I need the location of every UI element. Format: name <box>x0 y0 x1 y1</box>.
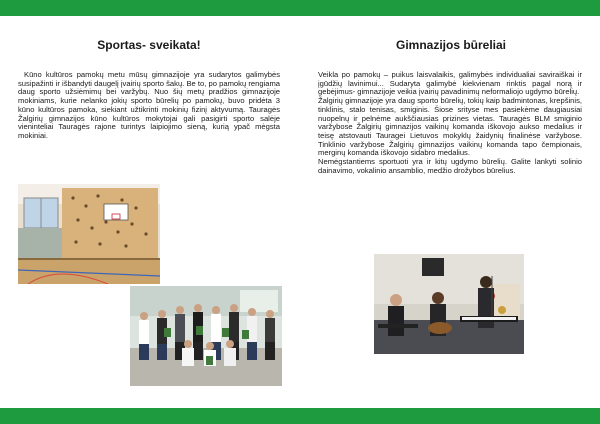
group-photo-illustration <box>130 286 282 386</box>
gym-photo-illustration <box>18 184 160 284</box>
bottom-accent-bar <box>0 408 600 424</box>
right-text-block <box>318 71 582 175</box>
right-paragraph-other: Nemėgstantiems sportuoti yra ir kitų ugdymo būrelių. Galite lankyti solinio dainavimo, vokalinio ansamblio, medžio drožybos būrelius. <box>318 157 582 175</box>
right-paragraph-sports: Žalgirių gimnazijoje yra daug sporto būrelių, tokių kaip badmintonas, krepšinis, tinklinis, stalo tenisas, smiginis. Šiose srityse mes pasiekėme daugiausiai nuopelnų ir pelnėme aukščiausias prizines vietas. Tauragės BLM smiginio varžybose Žalgirių gimnazijos vaikinų komanda iškovojo aukso medalius ir teisę atstovauti Tauragei Lietuvos mokyklų žaidynių finalinėse varžybose. Tinklinio varžybose Žalgirių gimnazijos vaikinų komanda tapo čempionais, merginų komanda iškovojo sidabro medalius. <box>318 96 582 158</box>
music-band-photo <box>374 254 524 354</box>
team-group-photo <box>130 286 282 386</box>
music-photo-illustration <box>374 254 524 354</box>
right-heading: Gimnazijos būreliai <box>395 38 507 52</box>
left-heading: Sportas- sveikata! <box>97 38 201 52</box>
right-paragraph-intro: Veikla po pamokų – puikus laisvalaikis, galimybės individualiai saviraiškai ir įgūdžių lavinimui... Sudaryta galimybė kiekvienam rinktis pagal norą ir gebėjimus- gimnazijoje veikia įvairių pavadinimų neformaliojo ugdymo būrelių. <box>318 70 582 97</box>
gym-climbing-wall-photo <box>18 184 160 284</box>
top-accent-bar <box>0 0 600 16</box>
left-paragraph: Kūno kultūros pamokų metu mūsų gimnazijoje yra sudarytos galimybės susipažinti ir išbandyti daugelį įvairių sporto šakų. Be to, po pamokų rengiama daug sporto užsiėmimų bei varžybų. Nuo šių metų pradžios gimnazijoje mokiniams, kurie nelanko jokių sporto būrelių po pamokų, buvo pridėta 3 kūno kultūros pamoka, siekiant užtikrinti mokinių fizinį aktyvumą. Tauragės Žalgirių gimnazijos kūno kultūros mokytojai gali pasigirti sporto salėje vieninteliai Tauragės rajone turintys laipiojimo sieną, kurią ypač mėgsta mokiniai. <box>18 70 280 140</box>
